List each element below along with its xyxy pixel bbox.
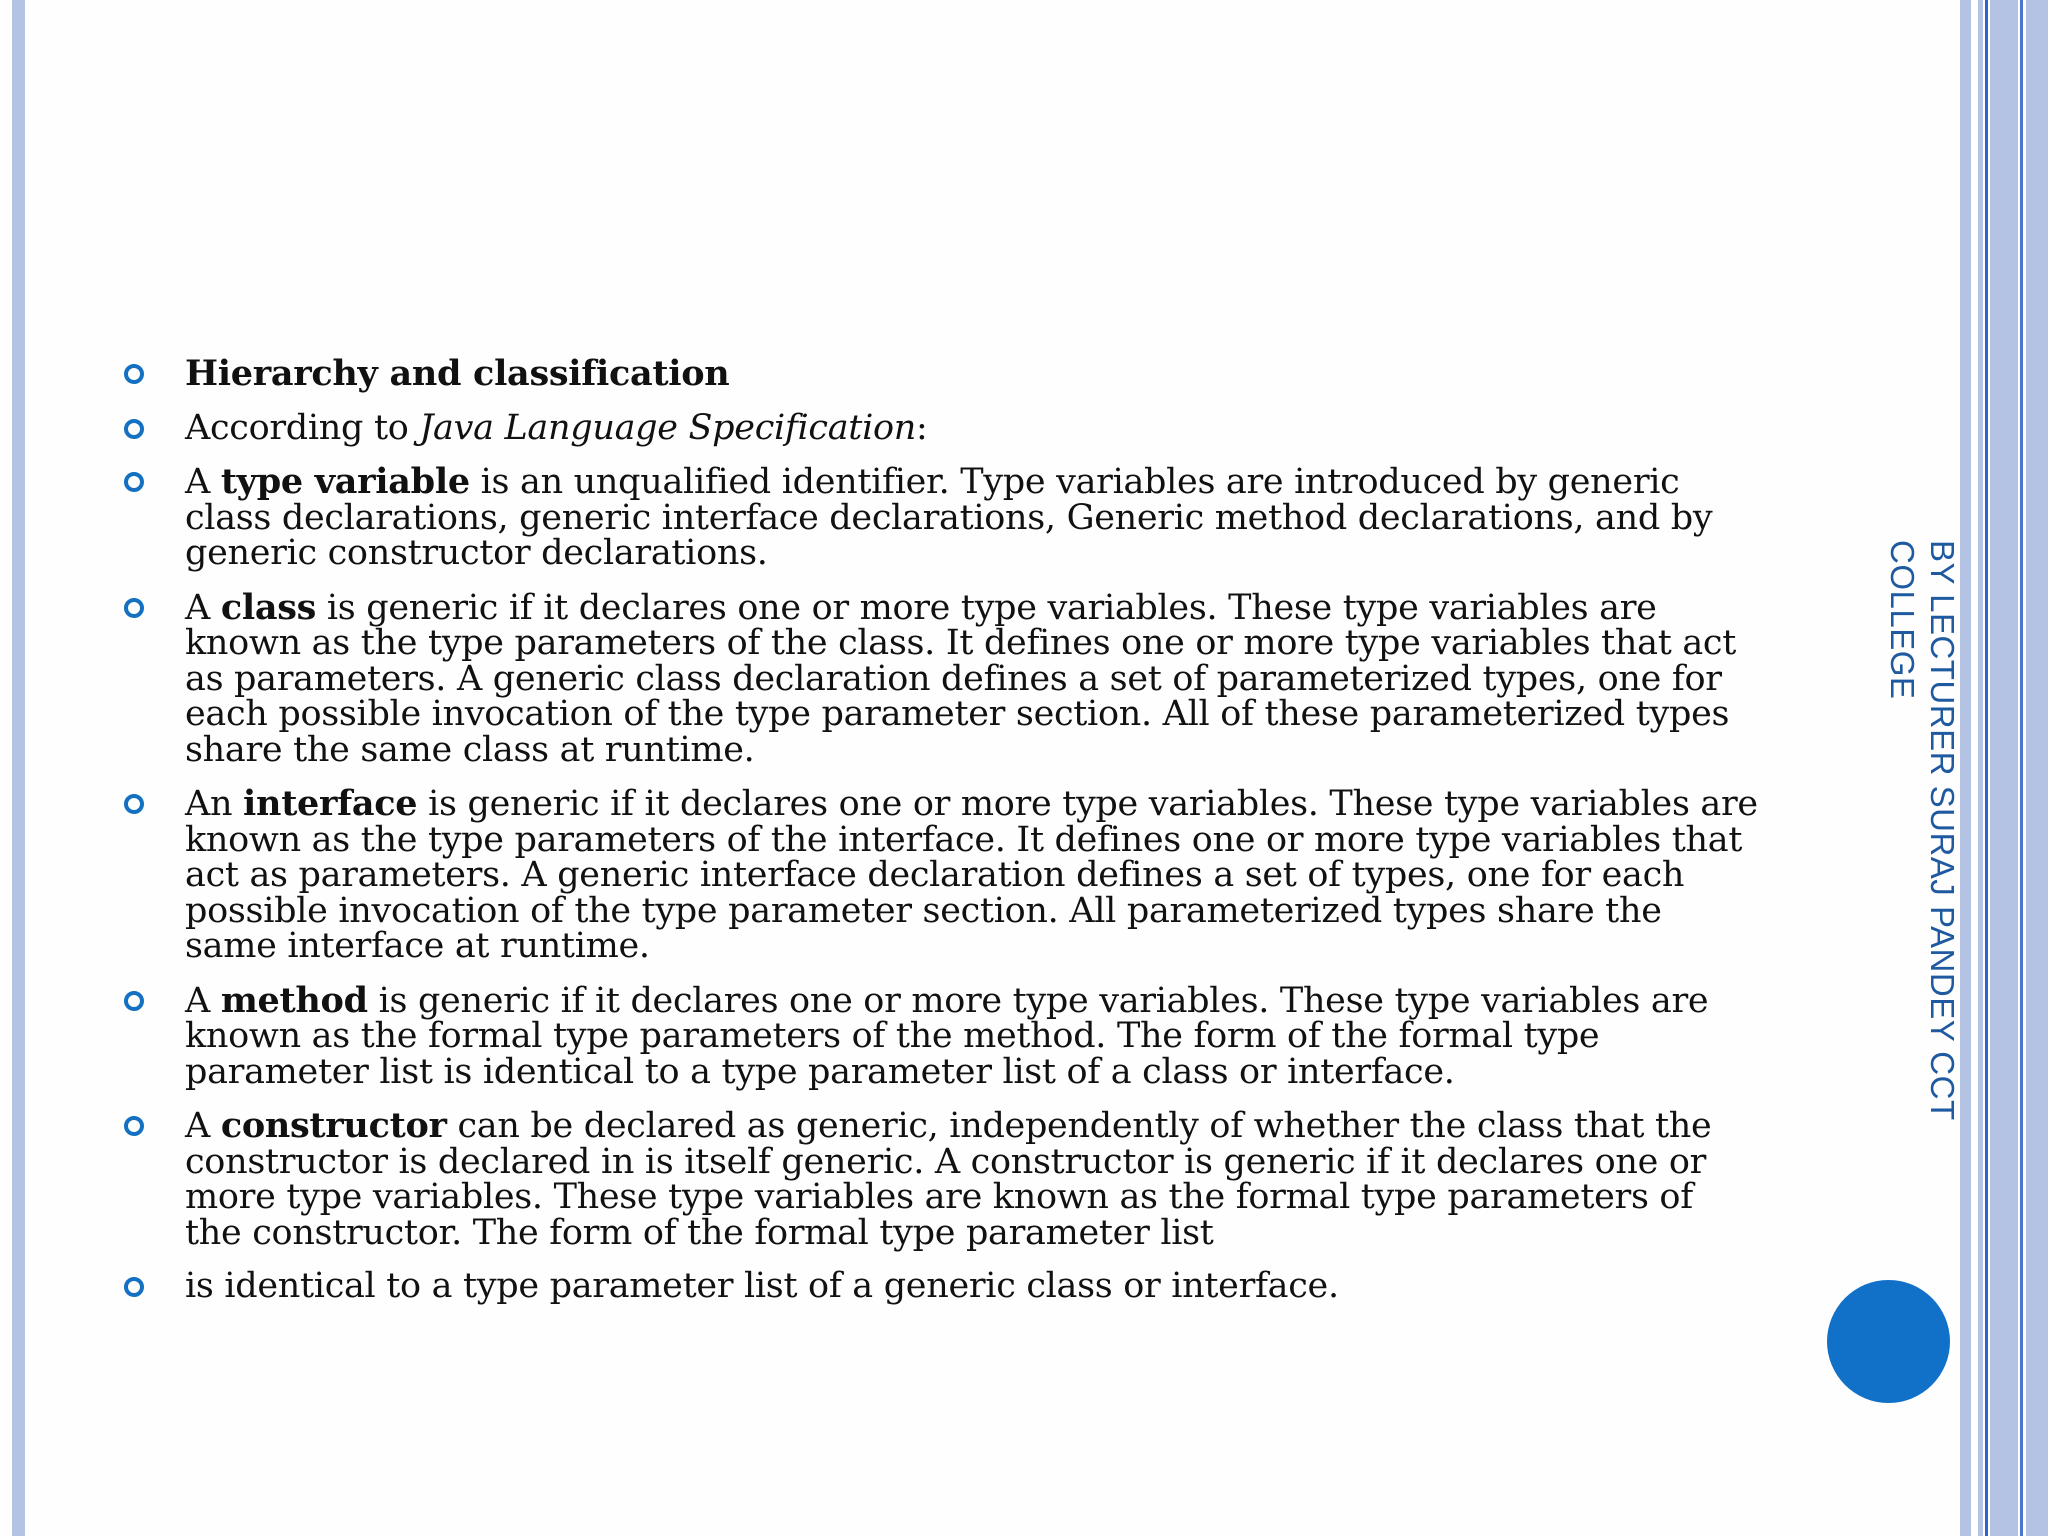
bullet-icon bbox=[124, 419, 144, 439]
bullet-item bbox=[120, 353, 1760, 394]
bullet-text: can be declared as generic, independently of whether the class that the constructor is declared in is itself generic. A constructor is generic if it declares one or more type variables. These type variables are known as the formal type parameters of the constructor. The form of the formal type parameter list bbox=[185, 1106, 1712, 1253]
bullet-item bbox=[120, 586, 1760, 770]
bullet-item bbox=[120, 1105, 1760, 1253]
bullet-icon bbox=[124, 1116, 144, 1136]
bullet-item bbox=[120, 783, 1760, 966]
bullet-icon bbox=[124, 364, 144, 384]
bullet-text: A bbox=[185, 980, 221, 1021]
bullet-text: A bbox=[185, 462, 221, 502]
bullet-text: : bbox=[915, 407, 928, 448]
bullet-term: method bbox=[220, 979, 368, 1021]
bullet-term: type variable bbox=[220, 461, 470, 502]
right-decorative-stripe bbox=[1985, 0, 1988, 1536]
bullet-text: is generic if it declares one or more type variables. These type variables are known as the type parameters of the class. It defines one or more type variables that act as parameters. A generic class declaration defines a set of parameterized types, one for each possible invocation of the type parameter section. All of these parameterized types share the same class at runtime. bbox=[185, 587, 1736, 770]
right-decorative-stripe bbox=[2026, 0, 2048, 1536]
bullet-text: A bbox=[185, 1106, 221, 1146]
bullet-item bbox=[120, 407, 1760, 448]
bullet-icon bbox=[124, 472, 144, 492]
bullet-item bbox=[120, 979, 1760, 1092]
bullet-text: is an unqualified identifier. Type variables are introduced by generic class declarations, generic interface declarations, Generic method declarations, and by generic constructor declarations. bbox=[185, 462, 1713, 573]
bullet-item bbox=[120, 1266, 1760, 1306]
bullet-text: is identical to a type parameter list of a generic class or interface. bbox=[185, 1266, 1339, 1306]
bullet-term: class bbox=[220, 586, 317, 628]
bullet-icon bbox=[124, 794, 144, 814]
slide-body bbox=[120, 353, 1760, 1316]
bullet-icon bbox=[124, 1277, 144, 1297]
left-decorative-bar bbox=[12, 0, 25, 1536]
bullet-icon bbox=[124, 991, 144, 1011]
bullet-text: is generic if it declares one or more type variables. These type variables are known as the type parameters of the interface. It defines one or more type variables that act as parameters. A generic interface declaration defines a set of types, one for each possible invocation of the type parameter section. All parameterized types share the same interface at runtime. bbox=[185, 784, 1758, 966]
bullet-text: A bbox=[185, 587, 221, 628]
bullet-emphasis: Java Language Specification bbox=[419, 407, 916, 448]
bullet-term: interface bbox=[243, 783, 418, 824]
blue-circle-decoration bbox=[1827, 1280, 1950, 1403]
bullet-text: An bbox=[185, 784, 244, 824]
bullet-item bbox=[120, 461, 1760, 573]
bullet-text: According to bbox=[185, 407, 420, 448]
bullet-term: Hierarchy and classification bbox=[185, 353, 730, 394]
bullet-term: constructor bbox=[220, 1105, 447, 1146]
right-decorative-stripe bbox=[2020, 0, 2023, 1536]
bullet-icon bbox=[124, 598, 144, 618]
bullet-text: is generic if it declares one or more type variables. These type variables are known as the formal type parameters of the method. The form of the formal type parameter list is identical to a type parameter list of a class or interface. bbox=[185, 980, 1709, 1092]
right-decorative-stripe bbox=[1990, 0, 2018, 1536]
side-caption: BY LECTURER SURAJ PANDEY CCT COLLEGE bbox=[1884, 540, 1961, 1121]
right-decorative-stripe bbox=[1978, 0, 1983, 1536]
